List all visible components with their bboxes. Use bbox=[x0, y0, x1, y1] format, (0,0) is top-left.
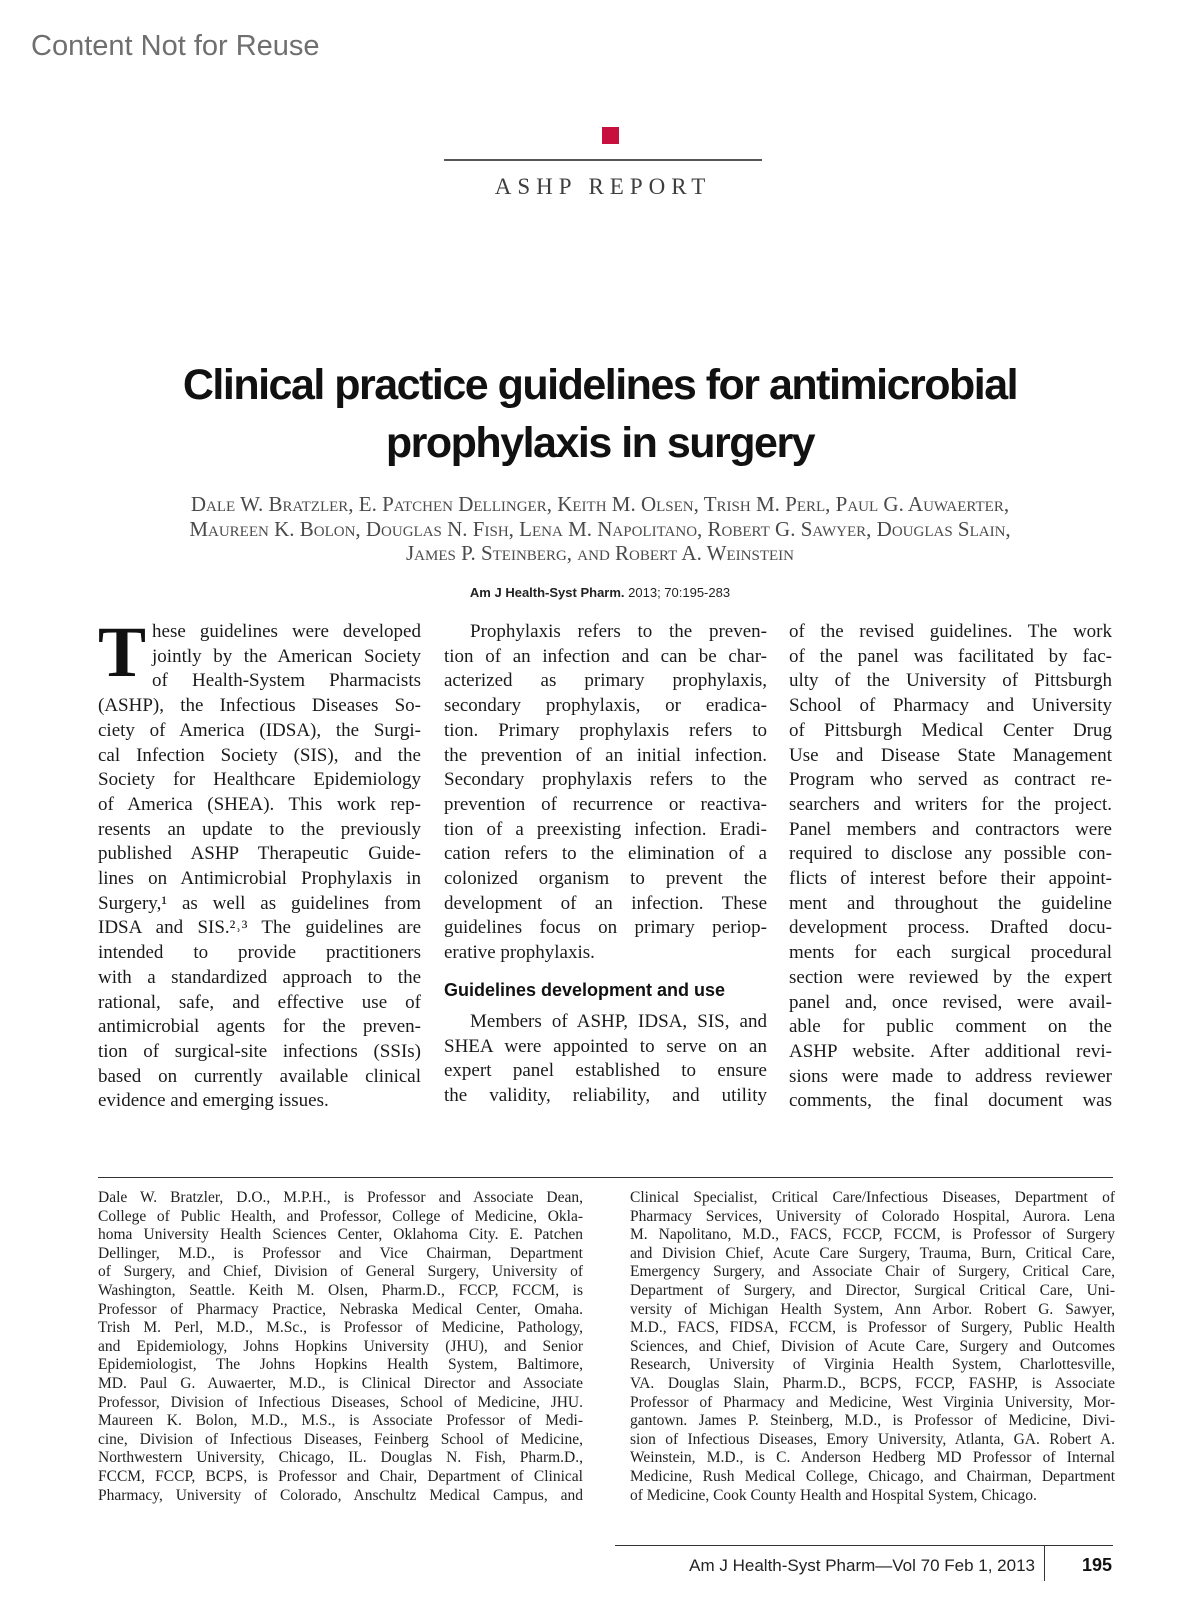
citation-journal: Am J Health-Syst Pharm. bbox=[469, 585, 625, 600]
body-line: IDSA and SIS.²˒³ The guidelines are bbox=[98, 917, 421, 939]
author-line: Dale W. Bratzler, E. Patchen Dellinger, Keith M. Olsen, Trish M. Perl, Paul G. Auwaerter, bbox=[190, 492, 1010, 516]
body-line: ments for each surgical procedural bbox=[789, 942, 1112, 964]
affiliation-line: M.D., FACS, FIDSA, FCCM, is Professor of Surgery, Public Health bbox=[630, 1319, 1115, 1337]
body-column-2 bbox=[444, 620, 767, 1109]
body-line: the prevention of an initial infection. bbox=[444, 744, 767, 766]
body-line: School of Pharmacy and University bbox=[789, 695, 1112, 717]
body-line: based on currently available clinical bbox=[98, 1065, 421, 1087]
body-line: able for public comment on the bbox=[789, 1016, 1112, 1038]
affiliation-line: Dale W. Bratzler, D.O., M.P.H., is Professor and Associate Dean, bbox=[98, 1189, 583, 1206]
body-paragraph bbox=[444, 1010, 767, 1109]
body-line: Secondary prophylaxis refers to the bbox=[444, 769, 767, 791]
body-line: required to disclose any possible con- bbox=[789, 843, 1112, 865]
title-line: Clinical practice guidelines for antimicrobial bbox=[182, 361, 1018, 409]
body-paragraph bbox=[444, 620, 767, 966]
body-column-3 bbox=[789, 620, 1112, 1114]
body-line: resents an update to the previously bbox=[98, 818, 421, 840]
affiliation-line: gantown. James P. Steinberg, M.D., is Professor of Medicine, Divi- bbox=[630, 1412, 1115, 1430]
affiliation-line: of Surgery, and Chief, Division of General Surgery, University of bbox=[98, 1263, 583, 1281]
footnote-rule bbox=[98, 1177, 1113, 1178]
body-line: flicts of interest before their appoint- bbox=[789, 868, 1112, 890]
body-line: guidelines focus on primary periop- bbox=[444, 917, 767, 939]
affiliation-line: Sciences, and Chief, Division of Acute Care, Surgery and Outcomes bbox=[630, 1337, 1115, 1355]
body-line: of America (SHEA). This work rep- bbox=[98, 793, 421, 815]
affiliation-line: Professor of Pharmacy and Medicine, West Virginia University, Mor- bbox=[630, 1393, 1115, 1411]
affiliation-line: Maureen K. Bolon, M.D., M.S., is Associate Professor of Medi- bbox=[98, 1412, 583, 1430]
body-line: published ASHP Therapeutic Guide- bbox=[98, 843, 421, 865]
affiliation-line: Department of Surgery, and Director, Surgical Critical Care, Uni- bbox=[630, 1281, 1115, 1299]
body-line: section were reviewed by the expert bbox=[789, 966, 1112, 988]
page-footer-rule bbox=[615, 1545, 1113, 1546]
body-line: tion of surgical-site infections (SSIs) bbox=[98, 1040, 421, 1062]
body-line: tion. Primary prophylaxis refers to bbox=[444, 719, 767, 741]
body-line: intended to provide practitioners bbox=[98, 942, 421, 964]
author-line: Maureen K. Bolon, Douglas N. Fish, Lena M. Napolitano, Robert G. Sawyer, Douglas Slain, bbox=[189, 516, 1011, 541]
affiliation-line: of Medicine, Cook County Health and Hospital System, Chicago. bbox=[630, 1486, 1037, 1504]
body-line: erative prophylaxis. bbox=[444, 942, 595, 964]
citation-details: 2013; 70:195-283 bbox=[624, 585, 731, 600]
affiliation-line: Emergency Surgery, and Associate Chair of Surgery, Critical Care, bbox=[630, 1263, 1115, 1281]
affiliation-line: and Epidemiology, Johns Hopkins University (JHU), and Senior bbox=[98, 1337, 583, 1355]
affiliation-line: and Division Chief, Acute Care Surgery, Trauma, Burn, Critical Care, bbox=[630, 1244, 1115, 1262]
author-affiliations-left bbox=[98, 1189, 583, 1505]
section-label: ASHP REPORT bbox=[494, 174, 712, 199]
body-line: tion of an infection and can be char- bbox=[444, 645, 767, 667]
affiliation-line: MD. Paul G. Auwaerter, M.D., is Clinical Director and Associate bbox=[98, 1374, 583, 1392]
body-line: development of an infection. These bbox=[444, 892, 767, 914]
body-line: development process. Drafted docu- bbox=[789, 917, 1112, 939]
body-line: hese guidelines were developed bbox=[152, 621, 421, 642]
author-list bbox=[90, 492, 1110, 566]
body-line: secondary prophylaxis, or eradica- bbox=[444, 695, 767, 717]
body-line: lines on Antimicrobial Prophylaxis in bbox=[98, 868, 421, 890]
body-line: (ASHP), the Infectious Diseases So- bbox=[98, 695, 421, 717]
affiliation-line: Clinical Specialist, Critical Care/Infectious Diseases, Department of bbox=[630, 1189, 1115, 1206]
body-line: of the revised guidelines. The work bbox=[789, 621, 1112, 642]
title-line: prophylaxis in surgery bbox=[385, 419, 815, 467]
author-line: James P. Steinberg, and Robert A. Weinstein bbox=[406, 541, 794, 565]
affiliation-line: homa University Health Sciences Center, Oklahoma City. E. Patchen bbox=[98, 1226, 583, 1244]
body-line: searchers and writers for the project. bbox=[789, 793, 1112, 815]
affiliation-line: VA. Douglas Slain, Pharm.D., BCPS, FCCP, FASHP, is Associate bbox=[630, 1374, 1115, 1392]
affiliation-line: College of Public Health, and Professor, College of Medicine, Okla- bbox=[98, 1207, 583, 1225]
affiliation-line: M. Napolitano, M.D., FACS, FCCP, FCCM, is Professor of Surgery bbox=[630, 1226, 1115, 1244]
affiliation-line: Research, University of Virginia Health System, Charlottesville, bbox=[630, 1356, 1115, 1374]
affiliation-line: sion of Infectious Diseases, Emory University, Atlanta, GA. Robert A. bbox=[630, 1430, 1115, 1448]
report-accent-square bbox=[602, 127, 619, 144]
body-line: expert panel established to ensure bbox=[444, 1060, 767, 1082]
dropcap-block bbox=[98, 612, 421, 694]
body-line: evidence and emerging issues. bbox=[98, 1090, 329, 1112]
page-number: 195 bbox=[1081, 1555, 1112, 1575]
body-line: of Pittsburgh Medical Center Drug bbox=[789, 719, 1112, 741]
body-line: tion of a preexisting infection. Eradi- bbox=[444, 818, 767, 840]
body-line: of the panel was facilitated by fac- bbox=[789, 645, 1112, 667]
affiliation-line: Weinstein, M.D., is C. Anderson Hedberg MD Professor of Internal bbox=[630, 1449, 1115, 1467]
body-line: sions were made to address reviewer bbox=[789, 1065, 1112, 1087]
citation-line bbox=[300, 585, 900, 600]
body-line: ulty of the University of Pittsburgh bbox=[789, 670, 1112, 692]
body-line: acterized as primary prophylaxis, bbox=[444, 670, 767, 692]
body-line: Prophylaxis refers to the preven- bbox=[470, 621, 767, 642]
body-paragraph bbox=[98, 694, 421, 1114]
affiliation-line: versity of Michigan Health System, Ann Arbor. Robert G. Sawyer, bbox=[630, 1300, 1115, 1318]
body-line: of Health-System Pharmacists bbox=[152, 670, 421, 692]
body-line: Use and Disease State Management bbox=[789, 744, 1112, 766]
page-footer-divider bbox=[1044, 1545, 1045, 1581]
body-line: the validity, reliability, and utility bbox=[444, 1084, 767, 1106]
dropcap-letter: T bbox=[98, 612, 147, 692]
body-line: prevention of recurrence or reactiva- bbox=[444, 793, 767, 815]
journal-footer: Am J Health-Syst Pharm—Vol 70 Feb 1, 2013 bbox=[689, 1556, 1035, 1575]
body-line: Panel members and contractors were bbox=[789, 818, 1112, 840]
affiliation-line: FCCM, FCCP, BCPS, is Professor and Chair, Department of Clinical bbox=[98, 1467, 583, 1485]
affiliation-line: Epidemiologist, The Johns Hopkins Health System, Baltimore, bbox=[98, 1356, 583, 1374]
body-line: Members of ASHP, IDSA, SIS, and bbox=[470, 1010, 767, 1032]
affiliation-line: Professor, Division of Infectious Diseases, School of Medicine, JHU. bbox=[98, 1393, 583, 1411]
article-title bbox=[100, 356, 1100, 472]
report-header-rule bbox=[444, 159, 762, 161]
body-column-1 bbox=[98, 612, 421, 1114]
affiliation-line: Pharmacy, University of Colorado, Anschultz Medical Campus, and bbox=[98, 1486, 583, 1504]
affiliation-line: Trish M. Perl, M.D., M.Sc., is Professor of Medicine, Pathology, bbox=[98, 1319, 583, 1337]
body-line: Society for Healthcare Epidemiology bbox=[98, 769, 421, 791]
body-line: jointly by the American Society bbox=[152, 645, 421, 667]
body-line: comments, the final document was bbox=[789, 1090, 1112, 1112]
body-line: Surgery,¹ as well as guidelines from bbox=[98, 892, 421, 914]
affiliation-line: Dellinger, M.D., is Professor and Vice Chairman, Department bbox=[98, 1244, 583, 1262]
affiliation-line: Professor of Pharmacy Practice, Nebraska Medical Center, Omaha. bbox=[98, 1300, 583, 1318]
affiliation-line: cine, Division of Infectious Diseases, Feinberg School of Medicine, bbox=[98, 1430, 583, 1448]
watermark-text: Content Not for Reuse bbox=[31, 30, 320, 62]
section-heading: Guidelines development and use bbox=[444, 979, 726, 1000]
body-line: Program who served as contract re- bbox=[789, 769, 1112, 791]
body-line: with a standardized approach to the bbox=[98, 966, 421, 988]
body-line: cal Infection Society (SIS), and the bbox=[98, 744, 421, 766]
body-line: ASHP website. After additional revi- bbox=[789, 1040, 1112, 1062]
body-line: SHEA were appointed to serve on an bbox=[444, 1035, 767, 1057]
affiliation-line: Northwestern University, Chicago, IL. Douglas N. Fish, Pharm.D., bbox=[98, 1449, 583, 1467]
body-line: antimicrobial agents for the preven- bbox=[98, 1016, 421, 1038]
affiliation-line: Medicine, Rush Medical College, Chicago, and Chairman, Department bbox=[630, 1467, 1115, 1485]
body-line: panel and, once revised, were avail- bbox=[789, 991, 1112, 1013]
body-line: rational, safe, and effective use of bbox=[98, 991, 421, 1013]
body-line: colonized organism to prevent the bbox=[444, 868, 767, 890]
body-line: ment and throughout the guideline bbox=[789, 892, 1112, 914]
body-line: ciety of America (IDSA), the Surgi- bbox=[98, 719, 421, 741]
body-paragraph bbox=[789, 620, 1112, 1114]
affiliation-line: Pharmacy Services, University of Colorado Hospital, Aurora. Lena bbox=[630, 1207, 1115, 1225]
body-line: cation refers to the elimination of a bbox=[444, 843, 767, 865]
author-affiliations-right bbox=[630, 1189, 1115, 1505]
affiliation-line: Washington, Seattle. Keith M. Olsen, Pharm.D., FCCP, FCCM, is bbox=[98, 1281, 583, 1299]
